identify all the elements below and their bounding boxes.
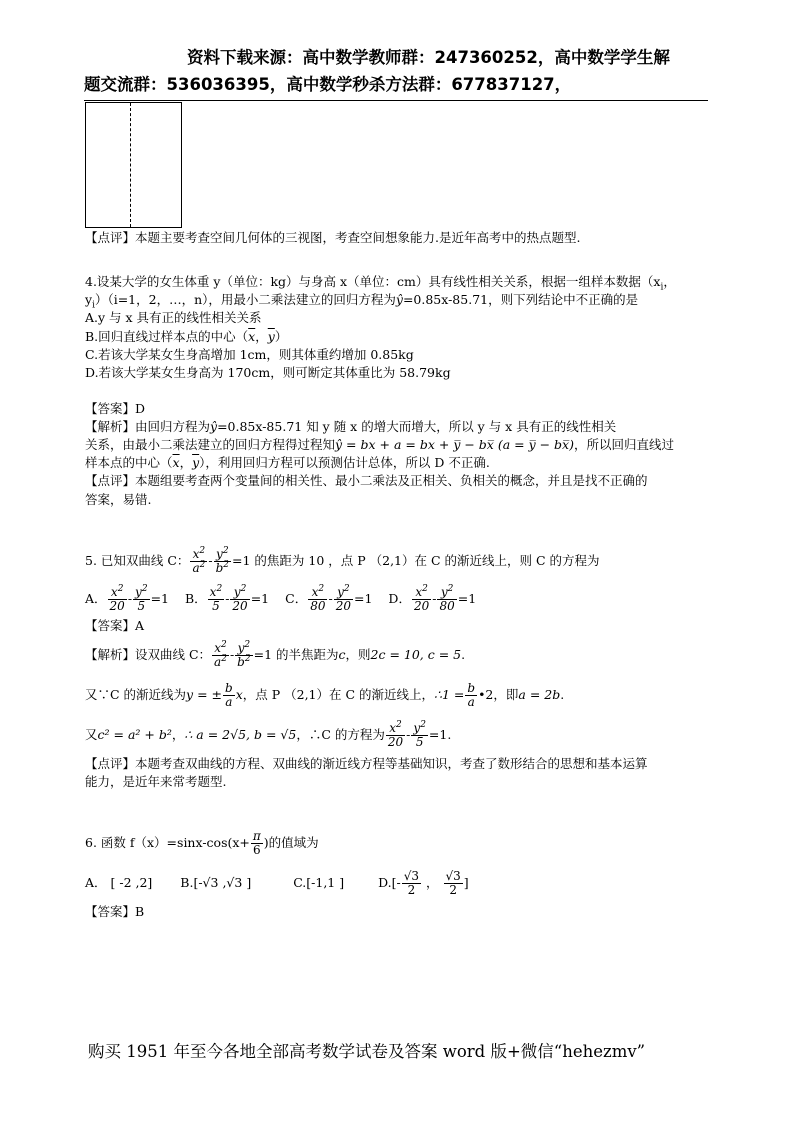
q4-comment-line-2: 答案，易错. — [85, 491, 152, 507]
q6-options — [85, 863, 711, 903]
three-view-figure — [85, 102, 182, 228]
q4-comment-line-1: 【点评】本题组要考查两个变量间的相关性、最小二乘法及正相关、负相关的概念，并且是找不正确的 — [85, 473, 648, 489]
q5-option-c: C． $\frac{x^2}{80}$ - $\frac{y^2}{20}$ =1 — [285, 584, 373, 613]
q4-analysis-line-1: 【解析】由回归方程为ŷ=0.85x-85.71 知 y 随 x 的增大而增大，所以 y 与 x 具有正的线性相关 — [85, 419, 617, 434]
q6-answer: 【答案】B — [85, 904, 145, 919]
q5-option-d: D． $\frac{x^2}{20}$ - $\frac{y^2}{80}$ =1 — [388, 584, 477, 613]
q5-answer: 【答案】A — [85, 617, 145, 633]
q5-option-a: A． $\frac{x^2}{20}$ - $\frac{y^2}{5}$ =1 — [85, 584, 169, 613]
q4-option-d: D.若该大学某女生身高为 170cm，则可断定其体重比为 58.79kg — [85, 364, 451, 380]
q5-comment-line-2: 能力，是近年来常考题型. — [85, 773, 227, 789]
page-footer: 购买 1951 年至今各地全部高考数学试卷及答案 word 版+微信“hehezmv” — [88, 1042, 646, 1061]
q4-option-c: C.若该大学某女生身高增加 1cm，则其体重约增加 0.85kg — [85, 346, 414, 362]
q4-stem-line-1: 4.设某大学的女生体重 y（单位：kg）与身高 x（单位：cm）具有线性相关关系，根据一组样本数据（$x_i$， — [85, 274, 676, 293]
q5-option-b: B． $\frac{x^2}{5}$ - $\frac{y^2}{20}$ =1 — [184, 584, 270, 613]
q5-comment-line-1: 【点评】本题考查双曲线的方程、双曲线的渐近线方程等基础知识，考查了数形结合的思想和基本运算 — [85, 755, 648, 771]
q5-analysis-line-1: 【解析】设双曲线 C： $\frac{x^2}{a^2}$ - $\frac{y^2}{b^2}$ =1 的半焦距为c，则2c = 10, c = 5. — [85, 640, 466, 669]
q4-answer: 【答案】D — [85, 400, 146, 416]
q6-option-a: A． [ -2 ,2] — [85, 875, 153, 890]
page-header — [84, 44, 708, 101]
page-content — [85, 229, 711, 921]
dashed-line — [130, 103, 131, 227]
q6-option-c: C.[-1,1 ] — [293, 875, 345, 890]
q5-analysis-line-2: 又∵C 的渐近线为y = ± $\frac{b}{a}$ x，点 P （2,1）在 C 的渐近线上，∴1 = $\frac{b}{a}$ •2，即a = 2b. — [85, 681, 565, 709]
q6-option-b: B.[-√3 ,√3 ] — [180, 875, 252, 890]
q4-option-a: A.y 与 x 具有正的线性相关关系 — [85, 310, 262, 326]
q4-analysis-line-3: 样本点的中心（$\overline{x}$，$\overline{y}$），利用回归方程可以预测估计总体，所以 D 不正确. — [85, 455, 490, 471]
q6-option-d: D.[- $\frac{√3}{2}$ ， $\frac{√3}{2}$ ] — [378, 869, 469, 897]
header-line-1: 资料下载来源：高中数学教师群：247360252，高中数学学生解 — [187, 48, 670, 67]
q5-analysis-line-3: 又c² = a² + b²，∴ a = 2√5, b = √5，∴C 的方程为 $\frac{x^2}{20}$ - $\frac{y^2}{5}$ =1. — [85, 720, 452, 749]
q6-stem: 6. 函数 f（x）=sinx-cos(x+ $\frac{\pi}{6}$ )的值域为 — [85, 829, 319, 857]
q4-stem-line-2: $y_i)(i=1$，2，…，n），用最小二乘法建立的回归方程为ŷ=0.85x-85.71，则下列结论中不正确的是 — [85, 292, 639, 311]
q5-options — [85, 581, 711, 617]
q5-stem: 5. 已知双曲线 C： $\frac{x^2}{a^2}$ - $\frac{y^2}{b^2}$ =1 的焦距为 10 ，点 P （2,1）在 C 的渐近线上，则 C 的方程为 — [85, 546, 600, 575]
q4-option-b: B.回归直线过样本点的中心（$\overline{x}$，$\overline{y}$） — [85, 328, 288, 344]
q4-analysis-line-2: 关系，由最小二乘法建立的回归方程得过程知ŷ = bx + a = bx + y̅ − bx̅ (a = y̅ − bx̅)，所以回归直线过 — [85, 437, 674, 453]
q3-comment: 【点评】本题主要考查空间几何体的三视图，考查空间想象能力.是近年高考中的热点题型. — [85, 230, 581, 245]
header-line-2: 题交流群：536036395，高中数学秒杀方法群：677837127， — [84, 75, 572, 94]
